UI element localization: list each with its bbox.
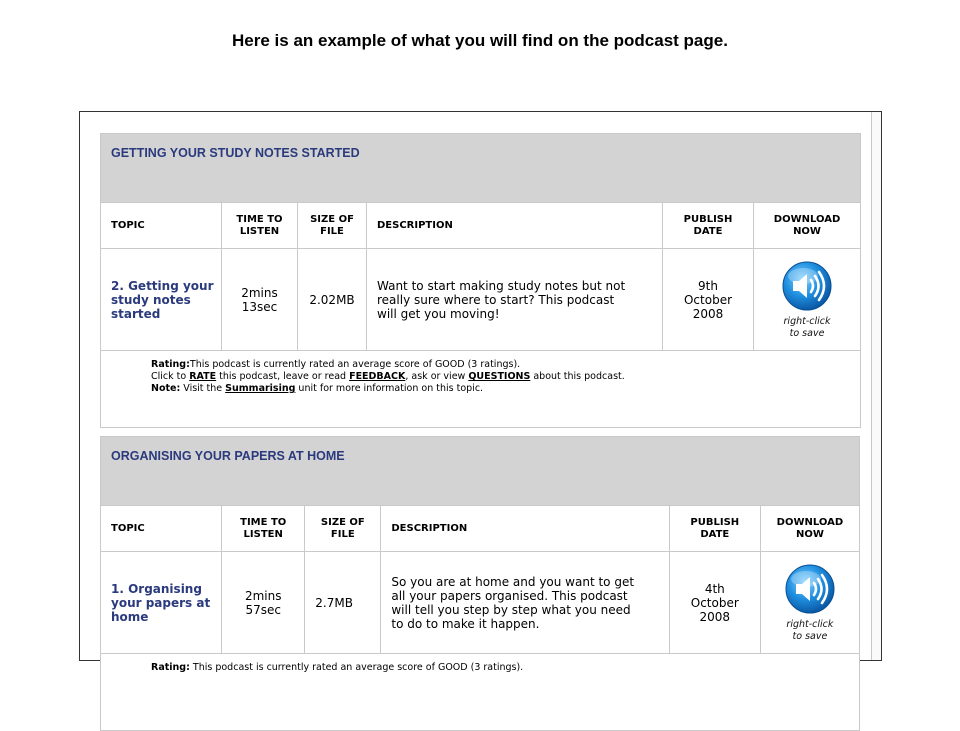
time-to-listen: 2mins 57sec — [222, 552, 305, 654]
podcast-page-screenshot — [79, 111, 882, 673]
description: Want to start making study notes but not really sure where to start? This podcast will get you moving! — [367, 249, 663, 351]
summarising-unit-link[interactable]: Summarising — [225, 383, 296, 394]
col-header-download: DOWNLOAD NOW — [760, 506, 859, 552]
questions-link[interactable]: QUESTIONS — [468, 371, 531, 382]
col-header-time: TIME TO LISTEN — [222, 506, 305, 552]
podcast-topic-link[interactable]: 2. Getting your study notes started — [101, 249, 222, 351]
col-header-publish-date: PUBLISH DATE — [663, 203, 754, 249]
feedback-link[interactable]: FEEDBACK — [349, 371, 406, 382]
speaker-icon[interactable] — [784, 563, 836, 615]
file-size: 2.02MB — [298, 249, 367, 351]
description: So you are at home and you want to get all your papers organised. This podcast will tell you step by step what you need to do to make it happen. — [381, 552, 669, 654]
podcast-notes: Rating:This podcast is currently rated an average score of GOOD (3 ratings). Click to RATE this podcast, leave or read FEEDBACK, ask or view QUESTIONS about this podcast. Note: Visit the Summarising unit for more information on this topic. — [101, 351, 861, 428]
col-header-topic: TOPIC — [101, 506, 222, 552]
rate-link[interactable]: RATE — [189, 371, 217, 382]
col-header-description: DESCRIPTION — [367, 203, 663, 249]
col-header-topic: TOPIC — [101, 203, 222, 249]
publish-date: 9th October 2008 — [663, 249, 754, 351]
podcast-notes: Rating: This podcast is currently rated an average score of GOOD (3 ratings). — [101, 654, 860, 731]
podcast-topic-link[interactable]: 1. Organising your papers at home — [101, 552, 222, 654]
section-title: ORGANISING YOUR PAPERS AT HOME — [101, 437, 860, 506]
file-size: 2.7MB — [305, 552, 381, 654]
right-click-hint: right-click to save — [783, 315, 831, 339]
col-header-publish-date: PUBLISH DATE — [669, 506, 760, 552]
col-header-size: SIZE OF FILE — [298, 203, 367, 249]
slide-title: Here is an example of what you will find on the podcast page. — [232, 31, 728, 50]
publish-date: 4th October 2008 — [669, 552, 760, 654]
col-header-size: SIZE OF FILE — [305, 506, 381, 552]
speaker-icon[interactable] — [781, 260, 833, 312]
right-click-hint: right-click to save — [786, 618, 834, 642]
col-header-description: DESCRIPTION — [381, 506, 669, 552]
section-title: GETTING YOUR STUDY NOTES STARTED — [101, 134, 861, 203]
download-cell — [760, 552, 859, 654]
download-cell — [754, 249, 861, 351]
scrollbar[interactable] — [871, 112, 881, 660]
col-header-download: DOWNLOAD NOW — [754, 203, 861, 249]
time-to-listen: 2mins 13sec — [222, 249, 298, 351]
podcast-block-organising-papers — [100, 436, 860, 731]
podcast-block-study-notes — [100, 133, 861, 428]
col-header-time: TIME TO LISTEN — [222, 203, 298, 249]
